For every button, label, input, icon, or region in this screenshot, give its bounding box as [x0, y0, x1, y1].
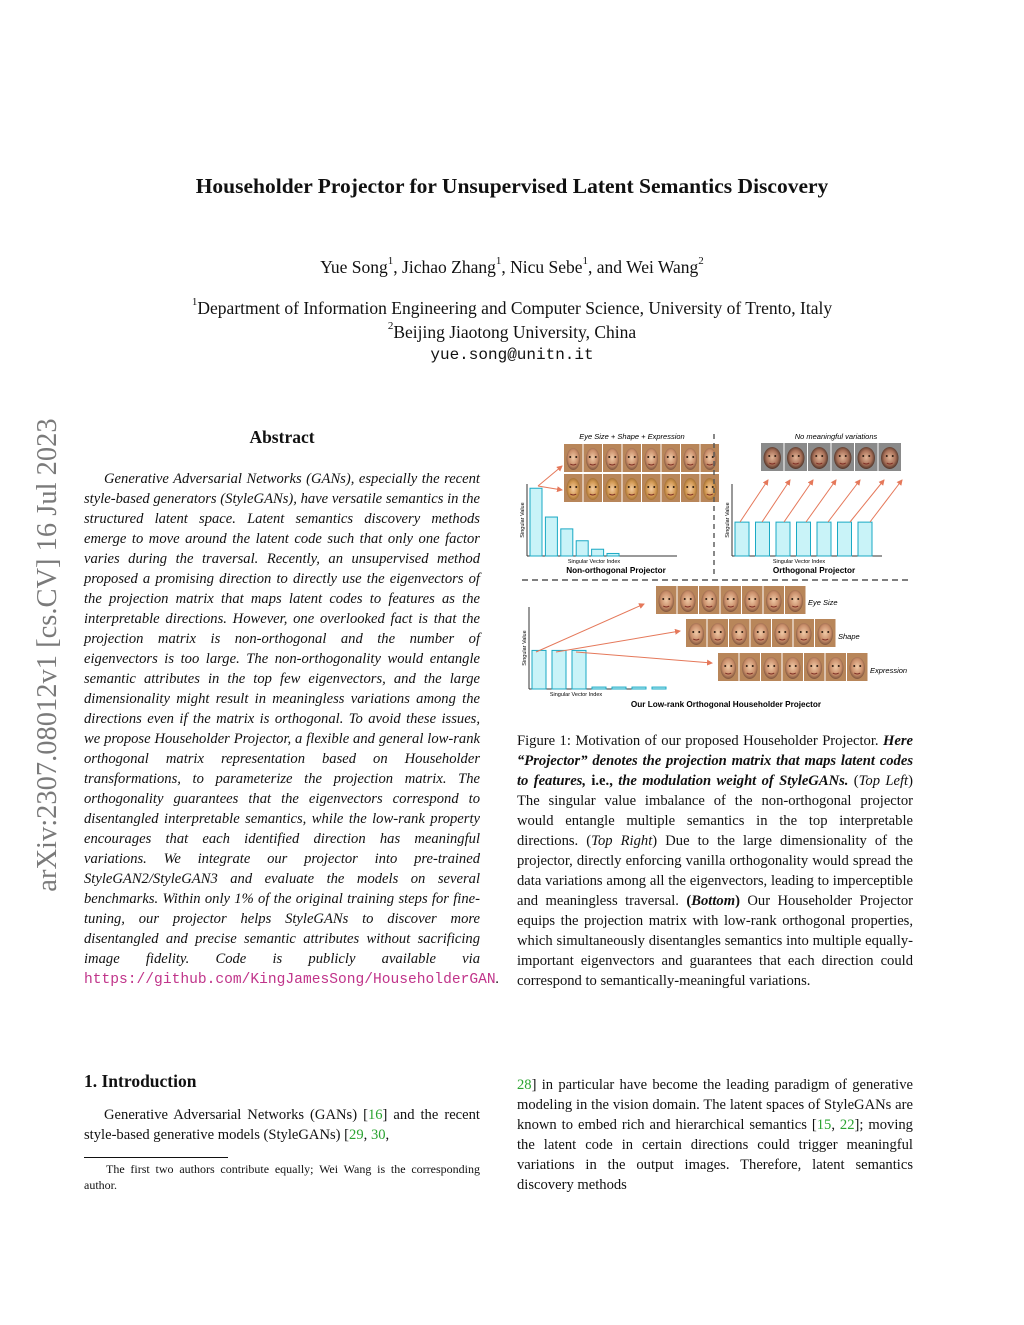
fig-top-left-label: Eye Size + Shape + Expression	[579, 432, 685, 441]
bar	[858, 522, 872, 556]
face-strip-eyesize	[656, 586, 806, 614]
face-image	[804, 653, 825, 681]
face-image	[564, 474, 583, 502]
fig-orthogonal-title: Orthogonal Projector	[772, 566, 856, 575]
face-image	[603, 444, 622, 472]
author-email[interactable]: yue.song@unitn.it	[430, 346, 594, 364]
paper-title: Householder Projector for Unsupervised Latent Semantics Discovery	[195, 174, 829, 198]
arxiv-identifier: arXiv:2307.08012v1 [cs.CV] 16 Jul 2023	[32, 418, 63, 892]
author-name: Wei Wang	[626, 257, 699, 277]
face-image	[699, 586, 720, 614]
face-image	[794, 619, 815, 647]
citation[interactable]: 29	[349, 1127, 364, 1143]
y-axis-label: Singular Value	[725, 502, 731, 538]
bar	[838, 522, 852, 556]
face-image	[761, 653, 782, 681]
bar	[776, 522, 790, 556]
abstract-body: Generative Adversarial Networks (GANs), especially the recent style-based generators (StyleGANs), have versatile semantics in the structured latent space. Latent semantics discovery methods emerge to move around the latent code such that only one factor varies during the traversal. Recently, an unsupervised method proposed a promising direction to directly use the eigenvectors of the projection matrix that maps latent codes to features as the interpretable directions. However, one overlooked fact is that the projection matrix is non-orthogonal and the number of eigenvectors is too large. The non-orthogonality would entangle semantic attributes in the top few eigenvectors, and the large dimensionality might result in meaningless variations among the directions even if the matrix is orthogonal. To avoid these issues, we propose Householder Projector, a flexible and general low-rank orthogonal matrix representation based on Householder transformations, to parameterize the projection matrix. The orthogonality guarantees that the eigenvectors correspond to disentangled interpretable semantics, while the low-rank property encourages that each identified direction has meaningful variations. We integrate our projector into pre-trained StyleGAN2/StyleGAN3 and evaluate the models on several benchmarks. Within only 1% of the original training steps for fine-tuning, our projector helps StyleGANs to discover more disentangled and precise semantic attributes without sacrificing image fidelity. Code is publicly available via https://github.com/KingJamesSong/HouseholderGAN.	[84, 471, 500, 988]
affiliation-2: $^2$Beijing Jiaotong University, China	[387, 320, 637, 342]
face-image	[740, 653, 761, 681]
x-axis-label: Singular Vector Index	[549, 692, 603, 698]
face-image	[764, 586, 785, 614]
citation[interactable]: 28	[517, 1077, 532, 1093]
face-image	[681, 474, 700, 502]
face-image	[815, 619, 836, 647]
bar	[552, 650, 566, 689]
figure-caption: Figure 1: Motivation of our proposed Householder Projector. Here “Projector” denotes the projection matrix that maps latent codes to features, i.e., the modulation weight of StyleGANs. (Top Left) The singular value imbalance of the non-orthogonal projector would entangle multiple semantics in the top interpretable directions. (Top Right) Due to the large dimensionality of the projector, directly enforcing vanilla orthogonality would spread the data variations among all the eigenvectors, leading to imperceptible and meaningless traversal. (Bottom) Our Householder Projector equips the projection matrix with low-rank orthogonal properties, which simultaneously disentangles semantics into multiple equally-important eigenvectors and guarantees that each direction could correspond to semantically-meaningful variations.	[517, 733, 914, 989]
face-image	[681, 444, 700, 472]
face-image	[761, 443, 784, 471]
author-name: Jichao Zhang	[402, 257, 496, 277]
bar	[532, 650, 546, 689]
bar	[576, 541, 588, 556]
face-image	[662, 474, 681, 502]
face-strip-row2	[564, 474, 719, 502]
bar	[572, 650, 586, 689]
bar	[592, 687, 606, 689]
face-image	[642, 474, 661, 502]
face-image	[564, 444, 583, 472]
face-image	[701, 474, 720, 502]
chart-orthogonal	[725, 484, 882, 565]
section-heading: 1. Introduction	[84, 1071, 197, 1091]
bar	[530, 488, 542, 556]
face-image	[623, 474, 642, 502]
fig-bottom-title: Our Low-rank Orthogonal Householder Projector	[630, 700, 822, 709]
face-image	[584, 474, 603, 502]
face-image	[772, 619, 793, 647]
face-image	[855, 443, 878, 471]
bar	[592, 549, 604, 556]
bar	[756, 522, 770, 556]
face-image	[879, 443, 902, 471]
face-image	[721, 586, 742, 614]
label-eye-size: Eye Size	[808, 598, 838, 607]
face-image	[686, 619, 707, 647]
y-axis-label: Singular Value	[522, 630, 528, 666]
face-image	[742, 586, 763, 614]
bar	[561, 529, 573, 556]
face-strip-expression	[718, 653, 868, 681]
bar	[607, 553, 619, 556]
face-image	[642, 444, 661, 472]
affiliation-1: $^1$Department of Information Engineering and Computer Science, University of Trento, Italy	[191, 296, 833, 318]
bar	[735, 522, 749, 556]
citation[interactable]: 30	[370, 1127, 386, 1143]
face-strip-shape	[686, 619, 836, 647]
x-axis-label: Singular Vector Index	[772, 559, 826, 565]
citation[interactable]: 16	[367, 1107, 383, 1123]
face-image	[785, 443, 808, 471]
label-shape: Shape	[838, 632, 860, 641]
abstract-heading: Abstract	[249, 427, 315, 447]
bar	[652, 687, 666, 689]
face-image	[678, 586, 699, 614]
face-image	[584, 444, 603, 472]
face-image	[832, 443, 855, 471]
bar	[612, 687, 626, 689]
intro-paragraph-continued: 28] in particular have become the leading paradigm of generative modeling in the vision domain. The latent spaces of StyleGANs are known to embed rich and hierarchical semantics [15, 22]; moving the latent code in certain directions could trigger meaningful variations in the output images. Therefore, latent semantics discovery methods	[517, 1077, 913, 1193]
label-expression: Expression	[870, 666, 908, 675]
citation[interactable]: 22	[839, 1117, 855, 1133]
face-image	[623, 444, 642, 472]
face-image	[783, 653, 804, 681]
fig-top-right-label: No meaningful variations	[794, 432, 878, 441]
bar	[817, 522, 831, 556]
face-image	[808, 443, 831, 471]
intro-paragraph: Generative Adversarial Networks (GANs) [16] and the recent style-based generative models (StyleGANs) [29, 30,	[84, 1107, 480, 1143]
y-axis-label: Singular Value	[520, 502, 526, 538]
x-axis-label: Singular Vector Index	[567, 559, 621, 565]
chart-householder	[522, 607, 666, 698]
face-image	[718, 653, 739, 681]
author-list: Yue Song$^1$, Jichao Zhang$^1$, Nicu Sebe$^1$, and Wei Wang$^2$	[320, 255, 704, 277]
bar	[632, 687, 646, 689]
code-link[interactable]: https://github.com/KingJamesSong/HouseholderGAN	[84, 972, 496, 988]
face-image	[751, 619, 772, 647]
figure-1	[518, 428, 914, 718]
face-image	[729, 619, 750, 647]
author-name: Nicu Sebe	[510, 257, 583, 277]
face-image	[701, 444, 720, 472]
face-image	[656, 586, 677, 614]
arrows-top-right	[740, 480, 902, 522]
face-image	[662, 444, 681, 472]
footnote: The first two authors contribute equally; Wei Wang is the corresponding author.	[84, 1162, 480, 1192]
bar	[797, 522, 811, 556]
arrows-top-left	[538, 466, 562, 490]
face-image	[708, 619, 729, 647]
face-image	[603, 474, 622, 502]
face-strip-row1	[564, 444, 719, 472]
footnote-rule	[84, 1157, 228, 1158]
author-name: Yue Song	[320, 257, 388, 277]
face-image	[826, 653, 847, 681]
face-strip-topright	[761, 443, 901, 471]
citation[interactable]: 15	[816, 1117, 832, 1133]
fig-non-orthogonal-title: Non-orthogonal Projector	[566, 566, 666, 575]
bar	[545, 517, 557, 556]
face-image	[847, 653, 868, 681]
face-image	[785, 586, 806, 614]
